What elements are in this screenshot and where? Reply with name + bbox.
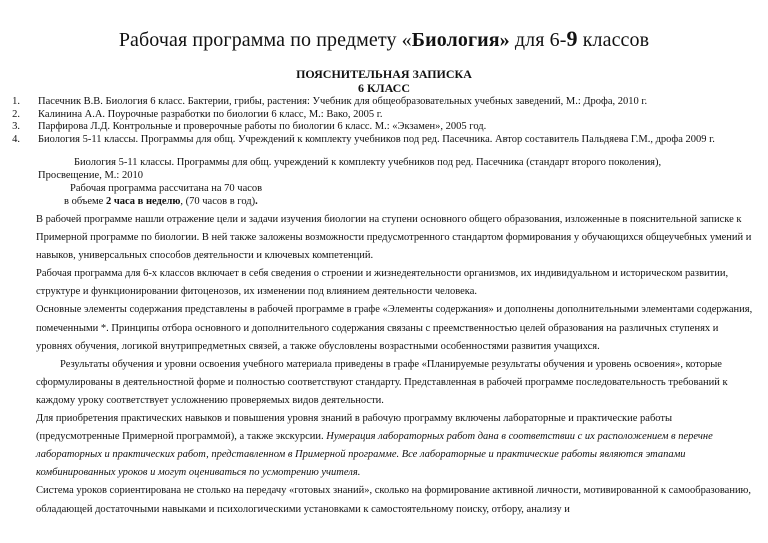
list-item-number: 2. (12, 108, 20, 120)
paragraph-practical-text: Для приобретения практических навыков и повышения уровня знаний в рабочую программу включены лабораторные и практические работы (предусмотренные Примерной программой), а также экскурсии. (36, 413, 673, 443)
hours-weekly-prefix: в объеме (64, 196, 106, 207)
list-item-text: Пасечник В.В. Биология 6 класс. Бактерии, грибы, растения: Учебник для общеобразовательных учебных заведений, М.: Дрофа, 2010 г. (38, 96, 648, 107)
paragraph-system: Система уроков сориентирована не столько на передачу «готовых знаний», сколько на формирование активной личности, мотивированной к самообразованию, обладающей достаточными навыками и психологическими установками к самостоятельному поиску, отбору, анализу и (36, 485, 752, 515)
title-subject: Биология» (411, 29, 510, 51)
list-item (6, 109, 726, 122)
list-item-number: 1. (12, 96, 20, 107)
paragraph-practical (36, 410, 756, 482)
hours-weekly-note: , (70 часов в год) (180, 196, 256, 207)
title-grade: 9 (566, 26, 578, 51)
title-prefix: Рабочая программа по предмету « (118, 29, 412, 51)
list-item-text: Парфирова Л.Д. Контрольные и проверочные работы по биологии 6 класс. М.: «Экзамен», 2005 год. (38, 121, 487, 132)
section-subheading: 6 КЛАСС (357, 81, 411, 95)
list-item (6, 121, 726, 134)
paragraph-practical-italic: Нумерация лабораторных работ дана в соответствии с их расположением в перечне лабораторных и практических работ, представленном в Примерной программе. Все лабораторные и практические работы являются этапами комбинированных уроков и могут оцениваться по усмотрению учителя. (36, 431, 713, 479)
hours-weekly (64, 196, 258, 209)
explanatory-body (36, 211, 756, 519)
hours-weekly-period: . (255, 196, 258, 207)
hours-weekly-value: 2 часа в неделю (105, 196, 181, 207)
list-item-number: 4. (12, 133, 20, 145)
list-item-text: Биология 5-11 классы. Программы для общ. Учреждений к комплекту учебников под ред. Пасечника. Автор составитель Пальдяева Г.М., дрофа 2009 г. (38, 133, 715, 145)
list-item-text: Калинина А.А. Поурочные разработки по биологии 6 класс, М.: Вако, 2005 г. (38, 108, 383, 120)
hours-total: Рабочая программа рассчитана на 70 часов (70, 183, 263, 194)
reference-extra-publisher: Просвещение, М.: 2010 (38, 170, 143, 181)
paragraph-goals: В рабочей программе нашли отражение цели и задачи изучения биологии на ступени основного общего образования, изложенные в пояснительной записке к Примерной программе по биологии. В ней также заложены возможности предусмотренного стандартом формирования у обучающихся общеучебных умений и навыков, универсальных способов деятельности и ключевых компетенций. (36, 214, 752, 262)
list-item (6, 96, 726, 109)
section-heading: ПОЯСНИТЕЛЬНАЯ ЗАПИСКА (296, 67, 472, 81)
title-suffix: классов (577, 29, 650, 51)
paragraph-content: Рабочая программа для 6-х классов включает в себя сведения о строении и жизнедеятельности организмов, их индивидуальном и историческом развитии, структуре и функционировании фитоценозов, их изменении под влиянием деятельности человека. (36, 268, 729, 298)
references-list (6, 96, 726, 146)
title-middle: для 6- (509, 29, 567, 51)
page-title (0, 26, 768, 52)
list-item-number: 3. (12, 121, 20, 132)
reference-extra-line: Биология 5-11 классы. Программы для общ. учреждений к комплекту учебников под ред. Пасечника (стандарт второго поколения), (74, 157, 662, 168)
paragraph-results: Результаты обучения и уровни освоения учебного материала приведены в графе «Планируемые результаты обучения и уровень освоения», которые сформулированы в деятельностной форме и полностью соответствуют стандарту. Представленная в рабочей программе последовательность требований к каждому уроку соответствует усложнению проверяемых видов деятельности. (36, 358, 728, 406)
list-item (6, 134, 726, 147)
paragraph-elements: Основные элементы содержания представлены в рабочей программе в графе «Элементы содержания» и дополнены дополнительными элементами содержания, помеченными *. Принципы отбора основного и дополнительного содержания связаны с преемственностью целей образования на различных ступенях и уровнях обучения, логикой внутрипредметных связей, а также обусловлены возрастными особенностями развития учащихся. (36, 304, 753, 352)
